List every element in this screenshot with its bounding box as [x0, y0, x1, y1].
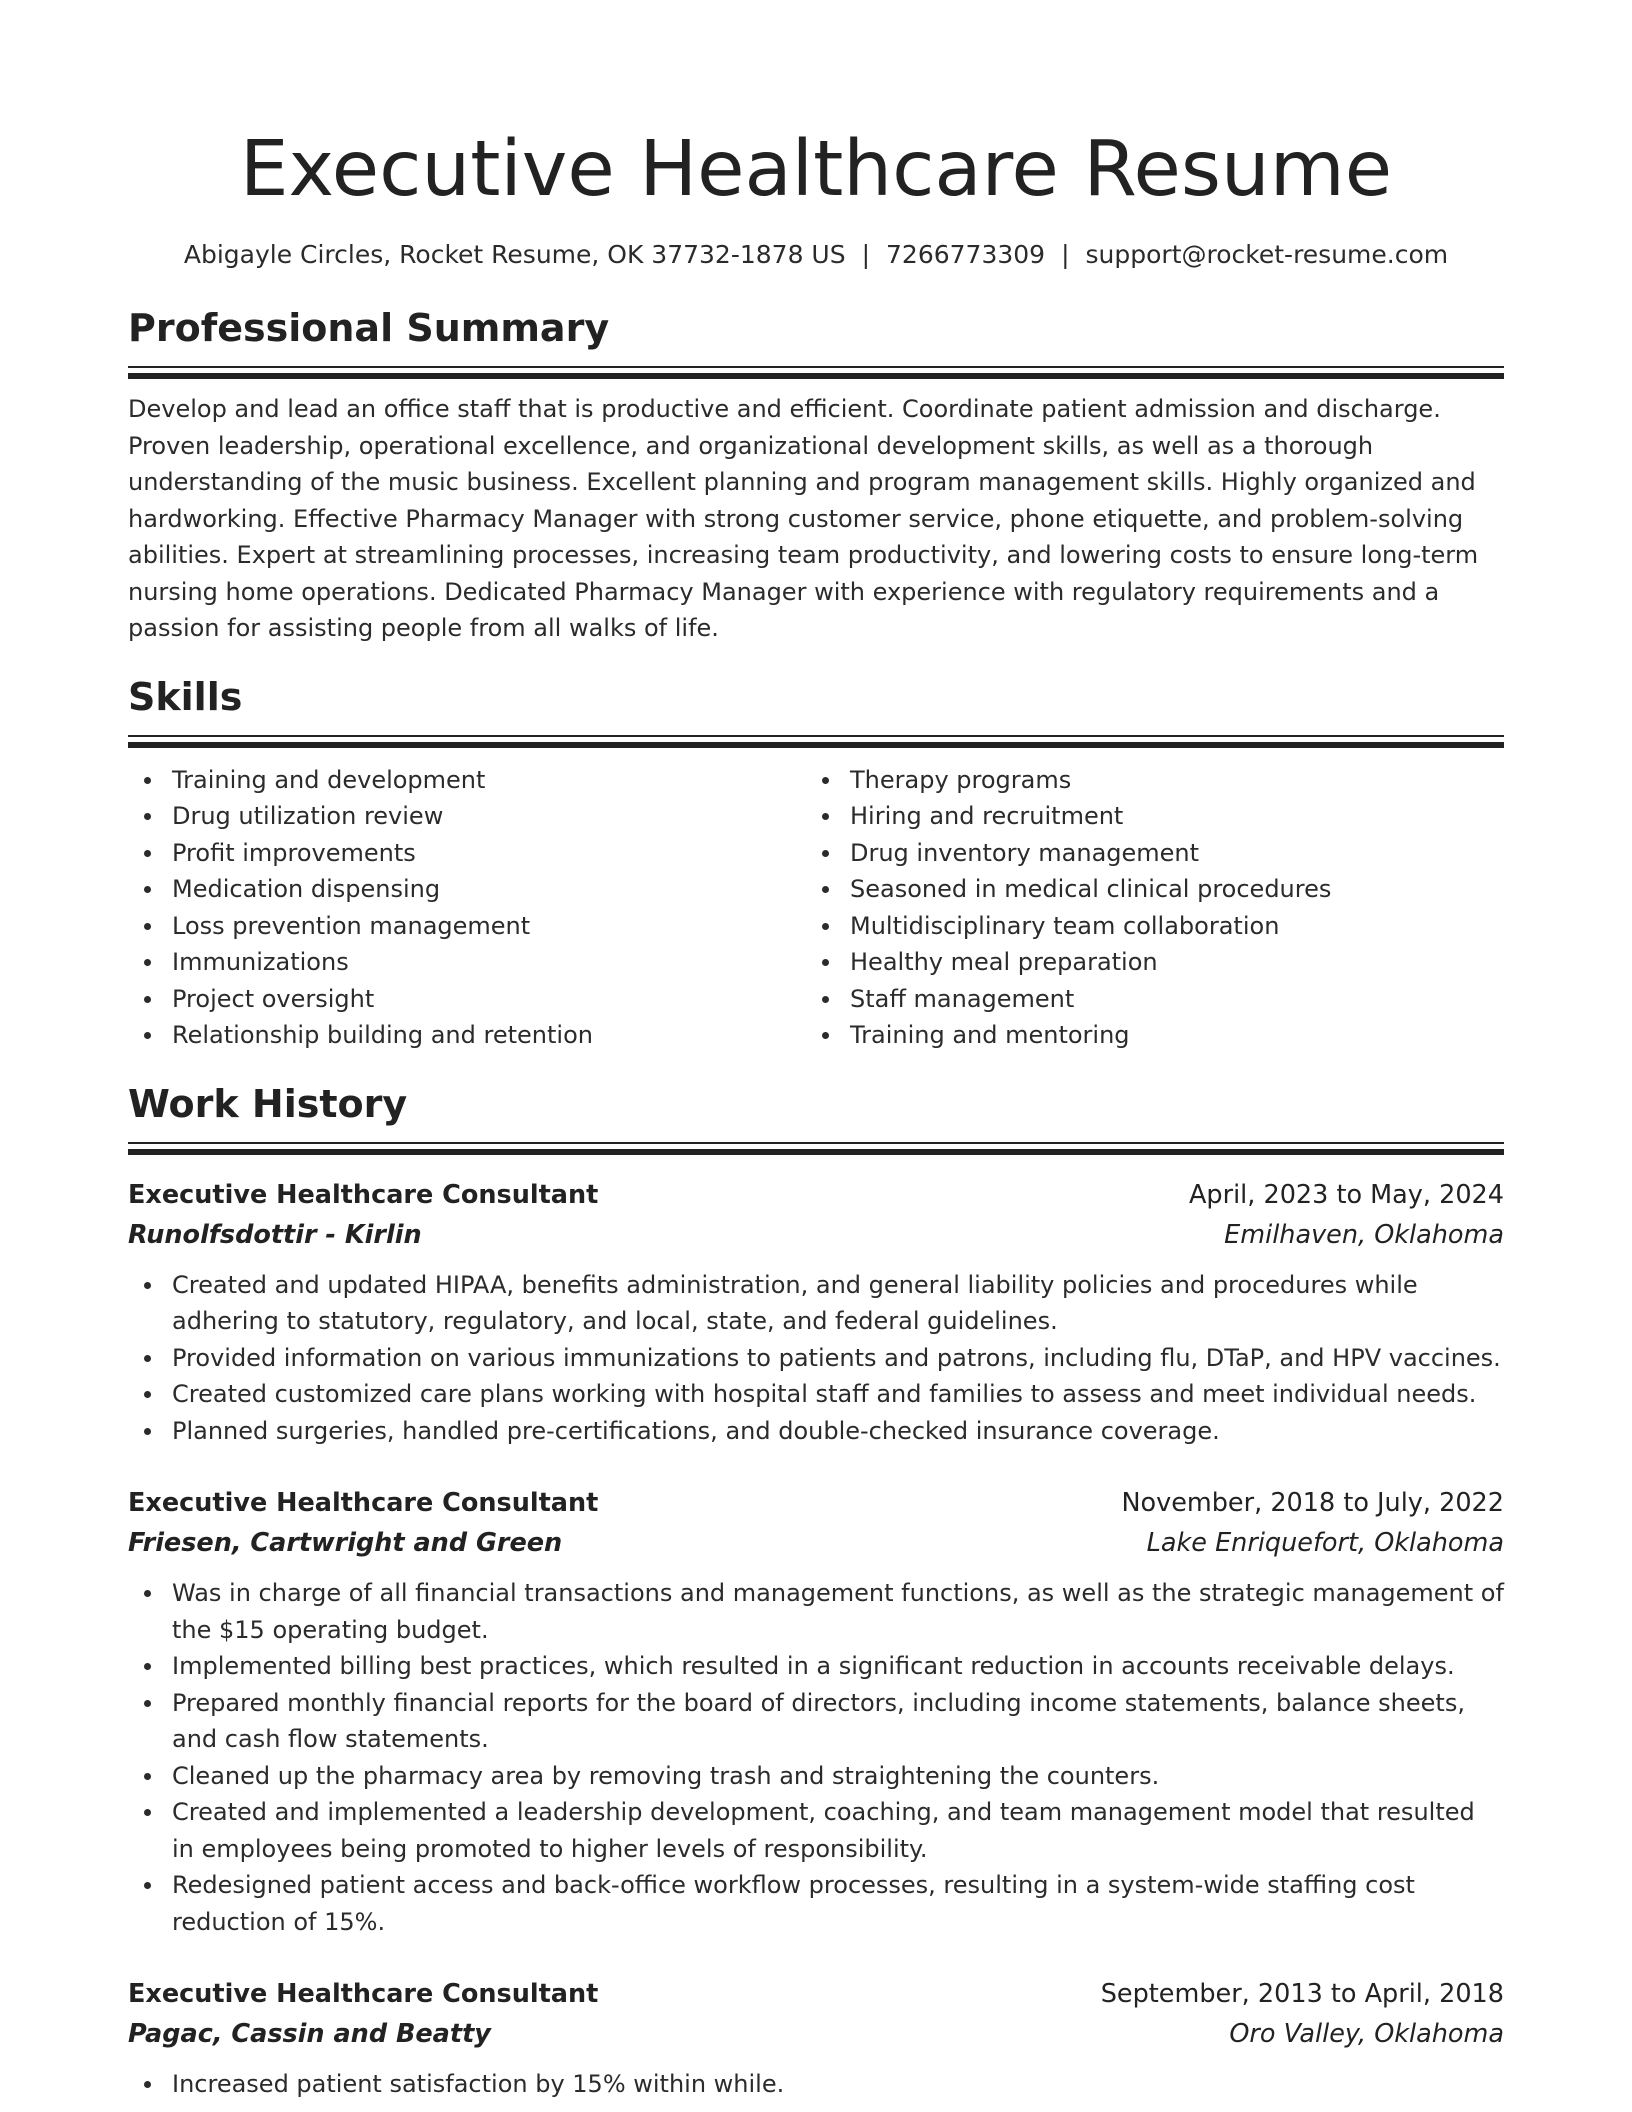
contact-separator: |	[1061, 240, 1070, 269]
skill-item: Drug inventory management	[806, 835, 1484, 872]
job-dates: September, 2013 to April, 2018	[1100, 1979, 1504, 2009]
skill-item: Hiring and recruitment	[806, 798, 1484, 835]
job-employer-row	[128, 2014, 1504, 2054]
skill-item: Medication dispensing	[128, 871, 806, 908]
job-location: Lake Enriquefort, Oklahoma	[1146, 1528, 1504, 1558]
job-bullet: Increased patient satisfaction by 15% within while.	[128, 2066, 1504, 2103]
skills-heading: Skills	[128, 674, 243, 719]
job-company: Pagac, Cassin and Beatty	[128, 2019, 491, 2049]
job-entry	[128, 1483, 1504, 1940]
contact-email: support@rocket-resume.com	[1085, 240, 1449, 269]
skill-item: Healthy meal preparation	[806, 944, 1484, 981]
skills-columns	[128, 762, 1504, 1054]
skill-item: Seasoned in medical clinical procedures	[806, 871, 1484, 908]
skills-list-right	[806, 762, 1484, 1054]
contact-separator: |	[861, 240, 871, 269]
skill-item: Relationship building and retention	[128, 1017, 806, 1054]
job-title: Executive Healthcare Consultant	[128, 1179, 599, 1210]
job-bullet: Implemented billing best practices, which resulted in a significant reduction in accounts receivable delays.	[128, 1648, 1504, 1685]
skill-item: Immunizations	[128, 944, 806, 981]
skill-item: Loss prevention management	[128, 908, 806, 945]
skill-item: Staff management	[806, 981, 1484, 1018]
contact-phone: 7266773309	[886, 240, 1046, 269]
job-company: Runolfsdottir - Kirlin	[128, 1219, 422, 1250]
summary-section	[128, 304, 1504, 647]
resume-title: Executive Healthcare Resume	[239, 125, 1393, 214]
job-bullets	[128, 2066, 1504, 2103]
job-bullet: Prepared monthly financial reports for the board of directors, including income statements, balance sheets, and cash flow statements.	[128, 1685, 1504, 1758]
skills-section	[128, 673, 1504, 1054]
job-bullet: Redesigned patient access and back-office workflow processes, resulting in a system-wide staffing cost reduction of 15%.	[128, 1867, 1504, 1940]
job-bullets	[128, 1575, 1504, 1940]
job-dates: April, 2023 to May, 2024	[1188, 1179, 1504, 1210]
section-divider	[128, 1142, 1504, 1155]
job-location: Emilhaven, Oklahoma	[1224, 1219, 1504, 1250]
skill-item: Project oversight	[128, 981, 806, 1018]
job-bullet: Created and updated HIPAA, benefits administration, and general liability policies and procedures while adhering to statutory, regulatory, and local, state, and federal guidelines.	[128, 1267, 1504, 1340]
section-divider	[128, 366, 1504, 379]
job-bullet: Was in charge of all financial transactions and management functions, as well as the strategic management of the $15 operating budget.	[128, 1575, 1504, 1648]
skill-item: Drug utilization review	[128, 798, 806, 835]
work-history-heading: Work History	[128, 1081, 408, 1126]
job-header-row	[128, 1974, 1504, 2014]
job-employer-row	[128, 1215, 1504, 1255]
contact-line	[128, 238, 1504, 272]
skills-list-left	[128, 762, 806, 1054]
work-history-section	[128, 1080, 1504, 2103]
job-title: Executive Healthcare Consultant	[128, 1979, 599, 2009]
job-header-row	[128, 1175, 1504, 1215]
skill-item: Therapy programs	[806, 762, 1484, 799]
job-location: Oro Valley, Oklahoma	[1229, 2019, 1504, 2049]
job-bullet: Provided information on various immunizations to patients and patrons, including flu, DTaP, and HPV vaccines.	[128, 1340, 1504, 1377]
job-bullet: Cleaned up the pharmacy area by removing trash and straightening the counters.	[128, 1758, 1504, 1795]
job-bullet: Created and implemented a leadership development, coaching, and team management model that resulted in employees being promoted to higher levels of responsibility.	[128, 1794, 1504, 1867]
job-entry	[128, 1974, 1504, 2103]
job-company: Friesen, Cartwright and Green	[128, 1528, 563, 1558]
contact-address: Abigayle Circles, Rocket Resume, OK 37732-1878 US	[183, 240, 846, 269]
summary-text: Develop and lead an office staff that is productive and efficient. Coordinate patient admission and discharge. Proven leadership, operational excellence, and organizational development skills, as well as a thorough understanding of the music business. Excellent planning and program management skills. Highly organized and hardworking. Effective Pharmacy Manager with strong customer service, phone etiquette, and problem-solving abilities. Expert at streamlining processes, increasing team productivity, and lowering costs to ensure long-term nursing home operations. Dedicated Pharmacy Manager with experience with regulatory requirements and a passion for assisting people from all walks of life.	[128, 395, 1479, 642]
skill-item: Profit improvements	[128, 835, 806, 872]
skill-item: Multidisciplinary team collaboration	[806, 908, 1484, 945]
skill-item: Training and mentoring	[806, 1017, 1484, 1054]
job-dates: November, 2018 to July, 2022	[1121, 1488, 1504, 1518]
job-employer-row	[128, 1523, 1504, 1563]
job-bullet: Created customized care plans working with hospital staff and families to assess and meet individual needs.	[128, 1376, 1504, 1413]
resume-page	[128, 120, 1504, 2103]
job-bullets	[128, 1267, 1504, 1450]
skill-item: Training and development	[128, 762, 806, 799]
job-title: Executive Healthcare Consultant	[128, 1488, 599, 1518]
job-bullet: Planned surgeries, handled pre-certifications, and double-checked insurance coverage.	[128, 1413, 1504, 1450]
section-divider	[128, 735, 1504, 748]
summary-heading: Professional Summary	[128, 306, 610, 350]
job-entry	[128, 1175, 1504, 1450]
job-header-row	[128, 1483, 1504, 1523]
